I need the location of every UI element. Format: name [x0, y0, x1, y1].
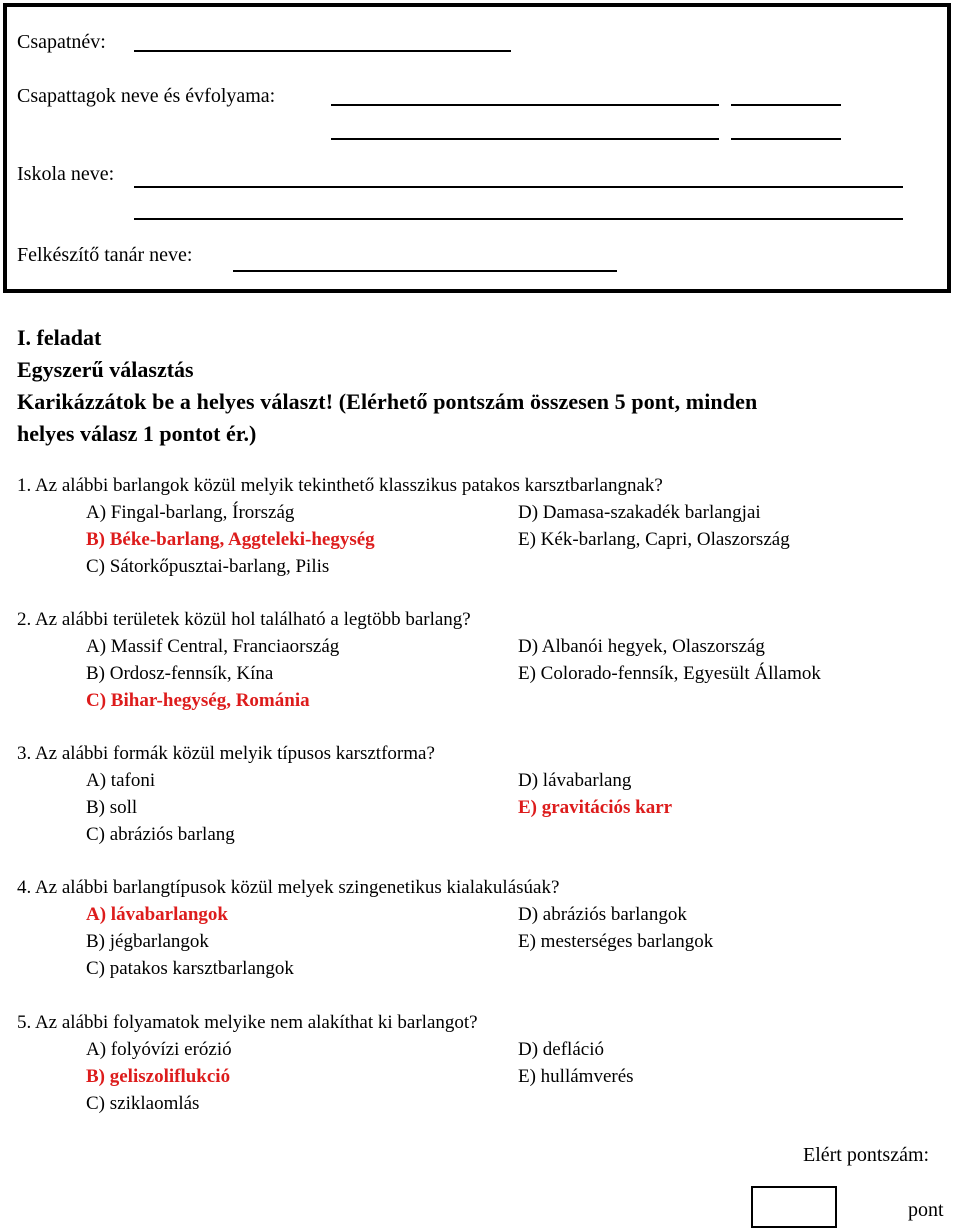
q3-option-e-correct[interactable]: E) gravitációs karr — [518, 797, 673, 818]
question-5-text: 5. Az alábbi folyamatok melyike nem alakíthat ki barlangot? — [17, 1012, 478, 1033]
task-instruction-cont: helyes válasz 1 pontot ér.) — [17, 421, 257, 446]
member-grade-field-1[interactable] — [731, 104, 841, 106]
q1-option-e[interactable]: E) Kék-barlang, Capri, Olaszország — [518, 529, 790, 550]
q1-option-a[interactable]: A) Fingal-barlang, Írország — [86, 502, 295, 523]
task-subtitle: Egyszerű választás — [17, 357, 194, 382]
team-name-label: Csapatnév: — [17, 31, 106, 53]
q2-option-a[interactable]: A) Massif Central, Franciaország — [86, 636, 340, 657]
teacher-label: Felkészítő tanár neve: — [17, 244, 193, 266]
q2-option-c-correct[interactable]: C) Bihar-hegység, Románia — [86, 690, 310, 711]
score-label: Elért pontszám: — [803, 1144, 930, 1166]
q5-option-a[interactable]: A) folyóvízi erózió — [86, 1039, 232, 1060]
question-1-text: 1. Az alábbi barlangok közül melyik tekinthető klasszikus patakos karsztbarlangnak? — [17, 475, 663, 496]
q3-option-a[interactable]: A) tafoni — [86, 770, 156, 791]
score-unit: pont — [908, 1199, 944, 1221]
q2-option-b[interactable]: B) Ordosz-fennsík, Kína — [86, 663, 274, 684]
q5-option-b-correct[interactable]: B) geliszoliflukció — [86, 1066, 231, 1087]
q1-option-d[interactable]: D) Damasa-szakadék barlangjai — [518, 502, 761, 523]
q5-option-e[interactable]: E) hullámverés — [518, 1066, 634, 1087]
q4-option-d[interactable]: D) abráziós barlangok — [518, 904, 687, 925]
school-field-2[interactable] — [134, 218, 903, 220]
q5-option-c[interactable]: C) sziklaomlás — [86, 1093, 200, 1114]
members-label: Csapattagok neve és évfolyama: — [17, 85, 276, 107]
question-3-text: 3. Az alábbi formák közül melyik típusos karsztforma? — [17, 743, 435, 764]
member-name-field-2[interactable] — [331, 138, 719, 140]
task-title: I. feladat — [17, 325, 102, 350]
q4-option-a-correct[interactable]: A) lávabarlangok — [86, 904, 228, 925]
q1-option-c[interactable]: C) Sátorkőpusztai-barlang, Pilis — [86, 556, 330, 577]
q3-option-b[interactable]: B) soll — [86, 797, 138, 818]
score-box[interactable] — [751, 1186, 837, 1228]
teacher-field[interactable] — [233, 270, 617, 272]
member-name-field-1[interactable] — [331, 104, 719, 106]
q5-option-d[interactable]: D) defláció — [518, 1039, 604, 1060]
q3-option-d[interactable]: D) lávabarlang — [518, 770, 632, 791]
q3-option-c[interactable]: C) abráziós barlang — [86, 824, 235, 845]
q2-option-e[interactable]: E) Colorado-fennsík, Egyesült Államok — [518, 663, 821, 684]
q4-option-e[interactable]: E) mesterséges barlangok — [518, 931, 714, 952]
question-2-text: 2. Az alábbi területek közül hol található a legtöbb barlang? — [17, 609, 471, 630]
question-4-text: 4. Az alábbi barlangtípusok közül melyek szingenetikus kialakulásúak? — [17, 877, 560, 898]
q4-option-b[interactable]: B) jégbarlangok — [86, 931, 209, 952]
school-field-1[interactable] — [134, 186, 903, 188]
team-name-field[interactable] — [134, 50, 511, 52]
q1-option-b-correct[interactable]: B) Béke-barlang, Aggteleki-hegység — [86, 529, 375, 550]
q4-option-c[interactable]: C) patakos karsztbarlangok — [86, 958, 294, 979]
school-label: Iskola neve: — [17, 163, 115, 185]
q2-option-d[interactable]: D) Albanói hegyek, Olaszország — [518, 636, 765, 657]
task-instruction: Karikázzátok be a helyes választ! (Elérhető pontszám összesen 5 pont, minden — [17, 389, 758, 414]
member-grade-field-2[interactable] — [731, 138, 841, 140]
